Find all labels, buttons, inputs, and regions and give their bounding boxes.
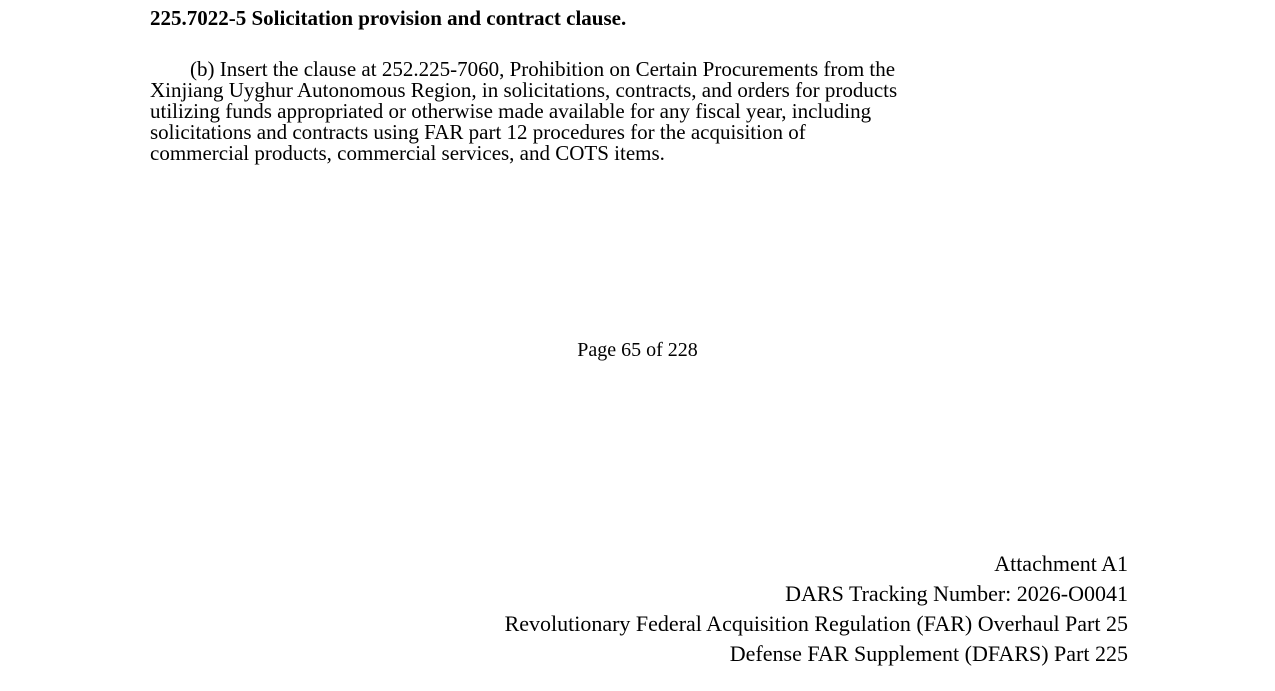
paragraph-line: Xinjiang Uyghur Autonomous Region, in solicitations, contracts, and orders for products (150, 78, 898, 102)
section-heading: 225.7022-5 Solicitation provision and contract clause. (150, 6, 627, 30)
section-paragraph (150, 59, 1140, 164)
footer-attachment: Attachment A1 (994, 551, 1128, 576)
paragraph-line: solicitations and contracts using FAR part 12 procedures for the acquisition of (150, 120, 806, 144)
paragraph-line: (b) Insert the clause at 252.225-7060, Prohibition on Certain Procurements from the (190, 57, 896, 81)
footer-tracking-number: DARS Tracking Number: 2026-O0041 (785, 581, 1128, 606)
paragraph-line: utilizing funds appropriated or otherwise made available for any fiscal year, including (150, 99, 872, 123)
footer-supplement-title: Defense FAR Supplement (DFARS) Part 225 (729, 641, 1128, 666)
page-number: Page 65 of 228 (577, 339, 698, 361)
footer-overhaul-title: Revolutionary Federal Acquisition Regulation (FAR) Overhaul Part 25 (504, 611, 1128, 636)
paragraph-line: commercial products, commercial services, and COTS items. (150, 141, 665, 165)
document-footer (505, 549, 1128, 669)
